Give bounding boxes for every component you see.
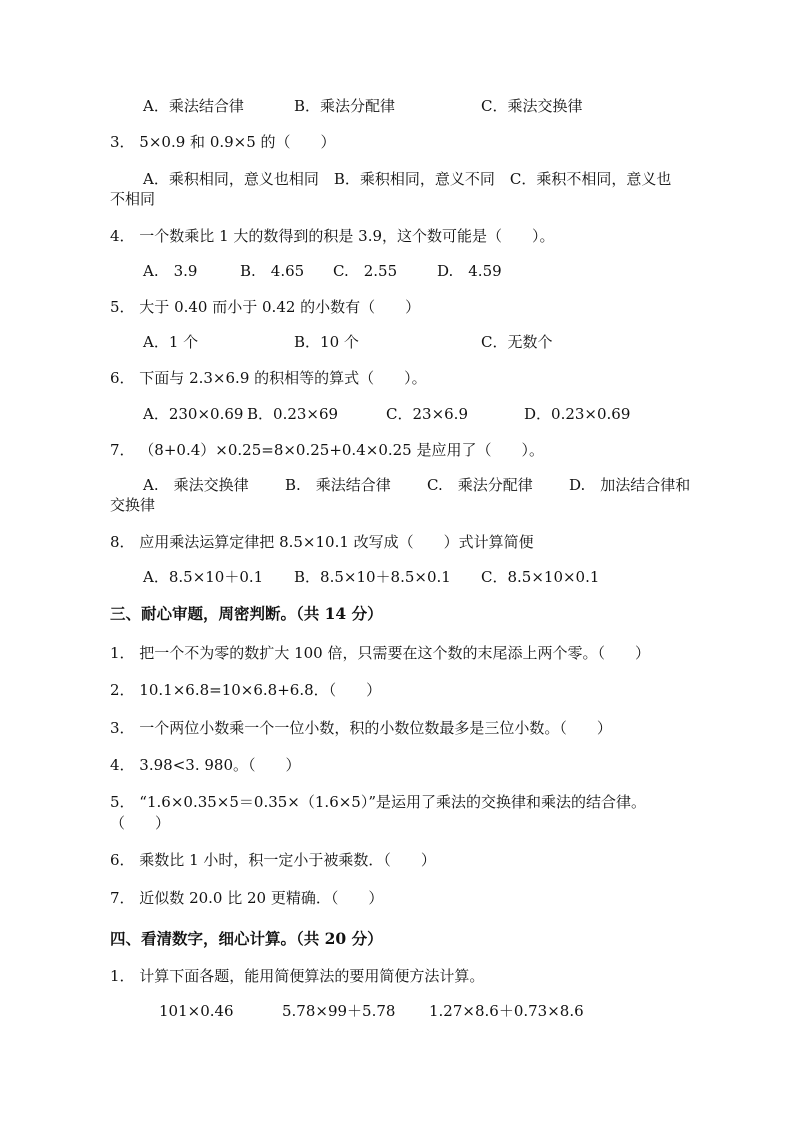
s3-item-4: 4． 3.98<3. 980。（ ） xyxy=(110,756,301,774)
s3-item-5: 5． “1.6×0.35×5＝0.35×（1.6×5）”是运用了乘法的交换律和乘法的结合律。 xyxy=(110,793,647,811)
q7-option-d-cont: 交换律 xyxy=(110,496,156,514)
section3-heading: 三、耐心审题，周密判断。（共 14 分） xyxy=(110,604,383,623)
q5-stem: 5． 大于 0.40 而小于 0.42 的小数有（ ） xyxy=(110,298,421,316)
q3-stem: 3． 5×0.9 和 0.9×5 的（ ） xyxy=(110,133,336,151)
q6-stem: 6． 下面与 2.3×6.9 的积相等的算式（ ）。 xyxy=(110,369,427,387)
q7-stem: 7． （8+0.4）×0.25=8×0.25+0.4×0.25 是应用了（ ）。 xyxy=(110,441,544,459)
q7-option-a: A. 乘法交换律 xyxy=(143,476,249,494)
q8-option-c: C．8.5×10×0.1 xyxy=(481,568,600,586)
expression-3: 1.27×8.6＋0.73×8.6 xyxy=(429,1002,584,1020)
q8-option-a: A．8.5×10＋0.1 xyxy=(143,568,264,586)
s3-item-6: 6． 乘数比 1 小时，积一定小于被乘数．（ ） xyxy=(110,851,436,869)
q4-option-d: D. 4.59 xyxy=(437,262,502,280)
s3-item-5-cont: （ ） xyxy=(110,814,171,832)
q4-stem: 4． 一个数乘比 1 大的数得到的积是 3.9，这个数可能是（ ）。 xyxy=(110,227,555,245)
q6-option-b: B．0.23×69 xyxy=(247,405,339,423)
q2-option-b: B．乘法分配律 xyxy=(294,97,396,115)
q7-option-d: D. 加法结合律和 xyxy=(569,476,691,494)
s3-item-7: 7． 近似数 20.0 比 20 更精确．（ ） xyxy=(110,889,384,907)
q3-options: A．乘积相同，意义也相同 B．乘积相同，意义不同 C．乘积不相同，意义也 xyxy=(143,170,672,188)
q8-option-b: B．8.5×10＋8.5×0.1 xyxy=(294,568,451,586)
q6-option-a: A．230×0.69 xyxy=(143,405,244,423)
s3-item-3: 3． 一个两位小数乘一个一位小数，积的小数位数最多是三位小数。（ ） xyxy=(110,719,612,737)
q5-option-b: B．10 个 xyxy=(294,333,359,351)
q2-option-c: C．乘法交换律 xyxy=(481,97,583,115)
expression-2: 5.78×99＋5.78 xyxy=(282,1002,396,1020)
q5-option-c: C．无数个 xyxy=(481,333,553,351)
q4-option-b: B. 4.65 xyxy=(240,262,305,280)
expression-1: 101×0.46 xyxy=(159,1002,234,1020)
q8-stem: 8． 应用乘法运算定律把 8.5×10.1 改写成（ ）式计算简便 xyxy=(110,533,534,551)
q6-option-d: D．0.23×0.69 xyxy=(524,405,631,423)
q7-option-b: B. 乘法结合律 xyxy=(285,476,391,494)
q2-option-a: A．乘法结合律 xyxy=(143,97,244,115)
q4-option-a: A. 3.9 xyxy=(143,262,198,280)
section4-heading: 四、看清数字，细心计算。（共 20 分） xyxy=(110,929,383,948)
s4-item-1: 1． 计算下面各题，能用简便算法的要用简便方法计算。 xyxy=(110,967,485,985)
q5-option-a: A．1 个 xyxy=(143,333,199,351)
q4-option-c: C. 2.55 xyxy=(333,262,398,280)
s3-item-1: 1． 把一个不为零的数扩大 100 倍，只需要在这个数的末尾添上两个零。（ ） xyxy=(110,644,650,662)
s3-item-2: 2． 10.1×6.8=10×6.8+6.8．（ ） xyxy=(110,681,382,699)
q6-option-c: C．23×6.9 xyxy=(386,405,468,423)
q3-options-cont: 不相同 xyxy=(110,190,156,208)
q7-option-c: C. 乘法分配律 xyxy=(427,476,533,494)
